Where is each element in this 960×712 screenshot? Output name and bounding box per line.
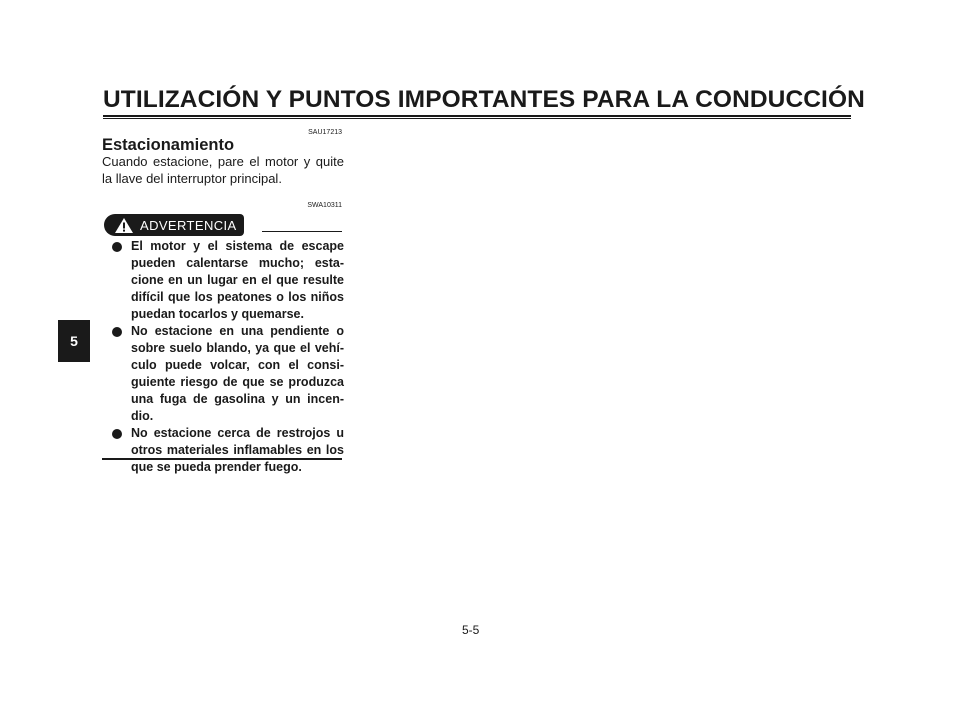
warning-list [112, 238, 344, 476]
section-code: SAU17213 [308, 129, 342, 136]
chapter-tab [58, 320, 90, 362]
warning-item-text: El motor y el sistema de escape pueden calentarse mucho; esta- cione en un lugar en el que resulte difícil que los peatones o los niños puedan tocarlos y quemarse. [131, 239, 344, 321]
warning-label: ADVERTENCIA [140, 217, 237, 233]
list-item [112, 238, 344, 323]
warning-item-text: No estacione cerca de restrojos u otros materiales inflamables en los que se pueda prender fuego. [131, 426, 344, 474]
bullet-icon [112, 242, 122, 252]
page-number: 5-5 [462, 623, 480, 637]
list-item [112, 323, 344, 425]
header-rule-secondary [103, 118, 851, 119]
warning-end-rule [102, 458, 342, 460]
list-item [112, 425, 344, 476]
chapter-tab-label: 5 [70, 333, 78, 349]
warning-triangle-icon [114, 216, 136, 234]
page-header-title: UTILIZACIÓN Y PUNTOS IMPORTANTES PARA LA CONDUCCIÓN [103, 86, 865, 113]
bullet-icon [112, 327, 122, 337]
section-title: Estacionamiento [102, 136, 235, 154]
warning-badge [104, 214, 244, 236]
warning-header-rule [262, 231, 342, 232]
header-rule [103, 115, 851, 117]
warning-code: SWA10311 [307, 202, 342, 209]
section-body-text: Cuando estacione, pare el motor y quite la llave del interruptor principal. [102, 154, 344, 186]
warning-item-text: No estacione en una pendiente o sobre suelo blando, ya que el vehí- culo puede volcar, con el consi- guiente riesgo de que se produzca una fuga de gasolina y un incen- dio. [131, 324, 344, 423]
bullet-icon [112, 429, 122, 439]
